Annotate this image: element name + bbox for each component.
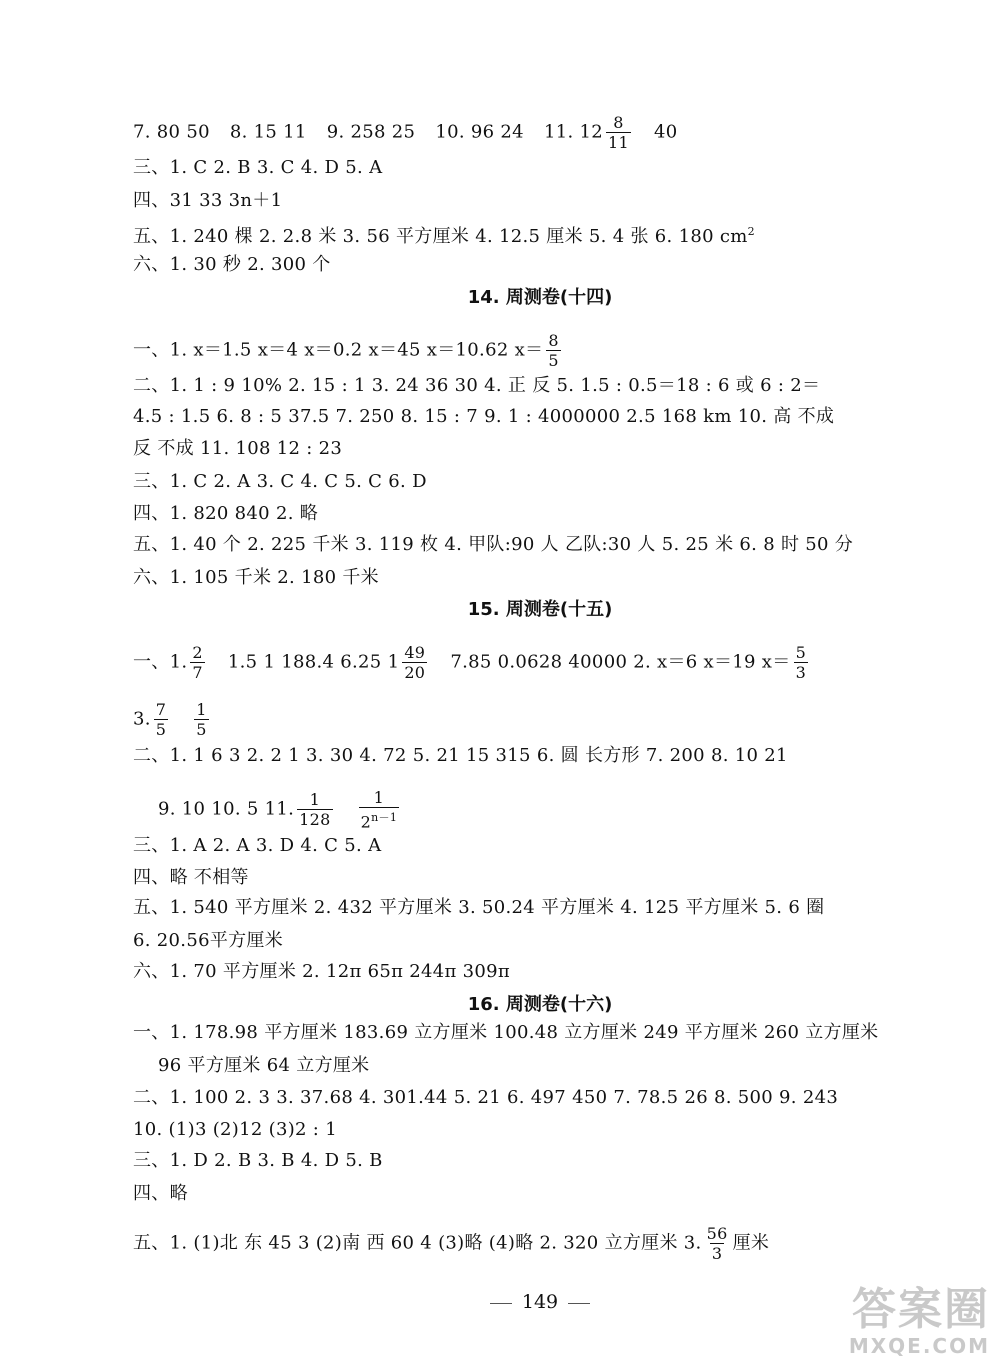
answer-line: 3. $\frac{7}{5}$ $\frac{1}{5}$ xyxy=(133,700,207,739)
fraction: $\frac{49}{20}$ xyxy=(404,643,426,682)
answer-line: 反 不成 11. 108 12 : 23 xyxy=(133,438,343,459)
answer-line: 10. (1)3 (2)12 (3)2 : 1 xyxy=(133,1119,337,1140)
section-title: 14. 周测卷(十四) xyxy=(467,287,613,308)
answer-line: 二、1. 1 : 9 10% 2. 15 : 1 3. 24 36 30 4. 正 反 5. 1.5 : 0.5＝18 : 6 或 6 : 2＝ xyxy=(133,375,821,396)
answer-line: 6. 20.56平方厘米 xyxy=(133,930,284,951)
answer-line: 六、1. 70 平方厘米 2. 12π 65π 244π 309π xyxy=(133,961,511,982)
answer-line: 三、1. A 2. A 3. D 4. C 5. A xyxy=(133,835,382,856)
answer-line: 96 平方厘米 64 立方厘米 xyxy=(158,1055,370,1076)
section-title: 15. 周测卷(十五) xyxy=(467,599,613,620)
answer-line: 9. 10 10. 5 11. $\frac{1}{128}$ $\frac{1}{2^{n-1}}$ xyxy=(158,788,398,832)
answer-line: 三、1. C 2. A 3. C 4. C 5. C 6. D xyxy=(133,471,427,492)
fraction: $\frac{8}{11}$ xyxy=(608,113,629,152)
section-title: 16. 周测卷(十六) xyxy=(467,994,613,1015)
answer-line: 四、略 xyxy=(133,1183,188,1204)
page-number: 149 xyxy=(0,1291,1000,1313)
fraction: $\frac{5}{3}$ xyxy=(795,643,807,682)
answer-line: 三、1. D 2. B 3. B 4. D 5. B xyxy=(133,1150,383,1171)
answer-line: 五、1. 40 个 2. 225 千米 3. 119 枚 4. 甲队:90 人 乙队:30 人 5. 25 米 6. 8 时 50 分 xyxy=(133,534,854,555)
answer-line: 4.5 : 1.5 6. 8 : 5 37.5 7. 250 8. 15 : 7 9. 1 : 4000000 2.5 168 km 10. 高 不成 xyxy=(133,406,835,427)
watermark-logo: 答案圈 MXQE.COM xyxy=(848,1284,990,1358)
fraction: $\frac{2}{7}$ xyxy=(192,643,203,682)
answer-line: 四、略 不相等 xyxy=(133,867,249,888)
answer-line: 一、1. $\frac{2}{7}$ 1.5 1 188.4 6.25 1 $\frac{49}{20}$ 7.85 0.0628 40000 2. x＝6 x＝19 x＝ $\frac{5}{3}$ xyxy=(133,643,807,682)
answer-line: 六、1. 105 千米 2. 180 千米 xyxy=(133,567,379,588)
answer-line: 五、1. 240 棵 2. 2.8 米 3. 56 平方厘米 4. 12.5 厘米 5. 4 张 6. 180 $cm^2$ xyxy=(133,225,755,247)
answer-line: 二、1. 1 6 3 2. 2 1 3. 30 4. 72 5. 21 15 315 6. 圆 长方形 7. 200 8. 10 21 xyxy=(133,745,788,766)
fraction: $\frac{7}{5}$ xyxy=(155,700,167,739)
answer-line: 一、1. 178.98 平方厘米 183.69 立方厘米 100.48 立方厘米 249 平方厘米 260 立方厘米 xyxy=(133,1022,879,1043)
fraction: $\frac{56}{3}$ xyxy=(706,1224,728,1263)
answer-line: 7. 80 50 8. 15 11 9. 258 25 10. 96 24 11. 12 $\frac{8}{11}$ 40 xyxy=(133,113,678,152)
answer-line: 四、1. 820 840 2. 略 xyxy=(133,503,319,524)
answer-line: 五、1. 540 平方厘米 2. 432 平方厘米 3. 50.24 平方厘米 4. 125 平方厘米 5. 6 圈 xyxy=(133,897,825,918)
answer-line: 五、1. (1)北 东 45 3 (2)南 西 60 4 (3)略 (4)略 2. 320 立方厘米 3. $\frac{56}{3}$ 厘米 xyxy=(133,1224,770,1263)
answer-line: 二、1. 100 2. 3 3. 37.68 4. 301.44 5. 21 6. 497 450 7. 78.5 26 8. 500 9. 243 xyxy=(133,1087,839,1108)
answer-line: 六、1. 30 秒 2. 300 个 xyxy=(133,254,331,275)
answer-line: 四、31 33 3n＋1 xyxy=(133,190,283,211)
fraction: $\frac{1}{2^{n-1}}$ xyxy=(360,788,398,832)
answer-line: 三、1. C 2. B 3. C 4. D 5. A xyxy=(133,157,383,178)
answer-line: 一、1. x＝1.5 x＝4 x＝0.2 x＝45 x＝10.62 x＝ $\frac{8}{5}$ xyxy=(133,331,559,370)
fraction: $\frac{1}{128}$ xyxy=(299,790,331,830)
fraction: $\frac{1}{5}$ xyxy=(196,700,207,739)
fraction: $\frac{8}{5}$ xyxy=(548,331,559,370)
